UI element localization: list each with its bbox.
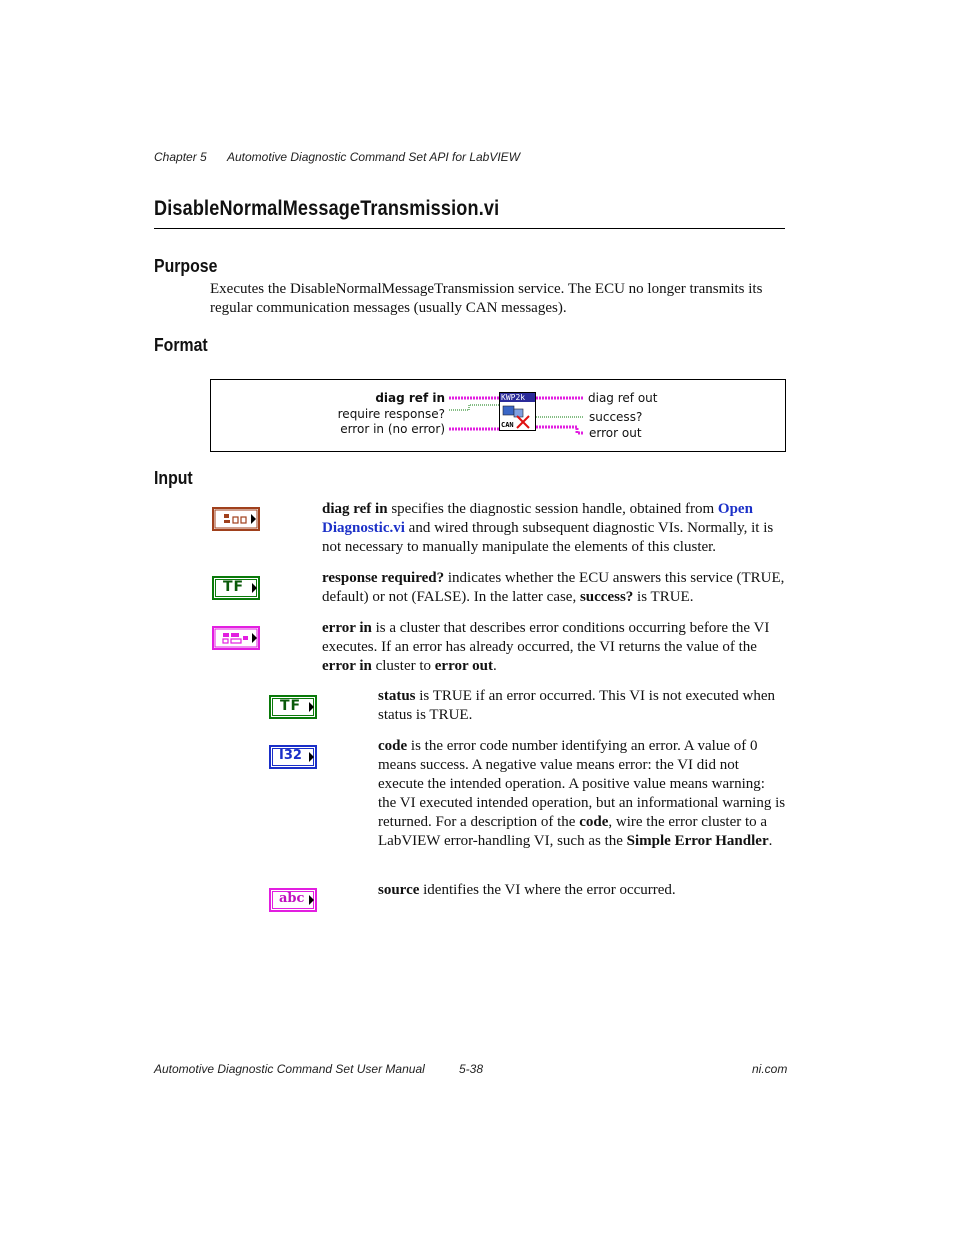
param-ref-success: success? — [579, 589, 634, 605]
boolean-icon — [269, 695, 317, 719]
footer-site-link[interactable]: ni.com — [752, 1062, 788, 1076]
input-status-description — [378, 687, 786, 725]
running-header-title: Automotive Diagnostic Command Set API for LabVIEW — [227, 150, 521, 164]
description-text: indicates whether the ECU answers this service (TRUE, default) or not (FALSE). In the latter case, — [322, 570, 785, 605]
input-response-required-description — [322, 569, 786, 607]
connector-pane-diagram — [210, 379, 786, 452]
description-text: identifies the VI where the error occurred. — [419, 882, 676, 898]
page-title: DisableNormalMessageTransmission.vi — [154, 197, 500, 220]
footer-page-number: 5-38 — [459, 1062, 484, 1076]
terminal-error-in: error in (no error) — [340, 422, 445, 436]
string-icon — [269, 888, 317, 912]
open-diagnostic-link[interactable]: Open Diagnostic.vi — [322, 501, 753, 536]
input-code-description — [378, 737, 786, 851]
input-error-in-description — [322, 619, 786, 676]
param-ref-error-out: error out — [434, 658, 493, 674]
description-text: is TRUE. — [633, 589, 694, 605]
param-ref-code: code — [579, 814, 609, 830]
running-header-chapter: Chapter 5 — [154, 150, 207, 164]
description-text: is a cluster that describes error conditions occurring before the VI executes. If an error has already occurred, the VI returns the value of the — [322, 620, 770, 655]
param-name-error-in: error in — [322, 620, 372, 636]
description-text: and wired through subsequent diagnostic VIs. Normally, it is not necessary to manually manipulate the elements of this cluster. — [322, 520, 774, 555]
string-icon-label: abc — [279, 891, 305, 906]
vi-icon-bottom-text: CAN — [501, 421, 514, 429]
terminal-success: success? — [589, 410, 643, 424]
i32-icon — [269, 745, 317, 769]
purpose-text: Executes the DisableNormalMessageTransmission service. The ECU no longer transmits its regular communication messages (usually CAN messages). — [210, 281, 763, 316]
terminal-require-response: require response? — [337, 407, 445, 421]
description-text: , wire the error cluster to a LabVIEW error-handling VI, such as the — [378, 814, 768, 849]
input-heading: Input — [154, 468, 193, 488]
purpose-heading: Purpose — [154, 256, 218, 276]
param-name-response-required: response required? — [322, 570, 445, 586]
cluster-icon — [212, 507, 260, 531]
connector-wires — [211, 380, 785, 451]
param-name-code: code — [378, 738, 408, 754]
description-text: . — [492, 658, 497, 674]
terminal-diag-ref-out: diag ref out — [588, 391, 658, 405]
terminal-diag-ref-in: diag ref in — [375, 391, 445, 405]
description-text: is TRUE if an error occurred. This VI is not executed when status is TRUE. — [378, 688, 776, 723]
i32-icon-label: I32 — [279, 748, 302, 763]
footer-manual-title: Automotive Diagnostic Command Set User Manual — [154, 1062, 425, 1076]
input-source-description — [378, 881, 786, 900]
terminal-error-out: error out — [589, 426, 642, 440]
simple-error-handler-ref: Simple Error Handler — [626, 833, 769, 849]
format-heading: Format — [154, 335, 208, 355]
param-name-diag-ref-in: diag ref in — [322, 501, 388, 517]
boolean-icon — [212, 576, 260, 600]
title-rule — [154, 228, 785, 229]
boolean-icon-label: TF — [280, 698, 302, 714]
description-text: is the error code number identifying an error. A value of 0 means success. A negative value means error: the VI did not execute the intended operation. A positive value means warning: the VI executed intended operation, but an informational warning is returned. For a description of the — [378, 738, 786, 830]
description-text: specifies the diagnostic session handle, obtained from — [387, 501, 718, 517]
input-diag-ref-in-description — [322, 500, 786, 557]
param-name-source: source — [378, 882, 420, 898]
param-name-status: status — [378, 688, 416, 704]
description-text: . — [768, 833, 773, 849]
param-ref-error-in: error in — [322, 658, 372, 674]
error-cluster-icon — [212, 626, 260, 650]
boolean-icon-label: TF — [223, 579, 245, 595]
description-text: cluster to — [371, 658, 435, 674]
vi-icon-top-text: KWP2k — [501, 393, 526, 402]
